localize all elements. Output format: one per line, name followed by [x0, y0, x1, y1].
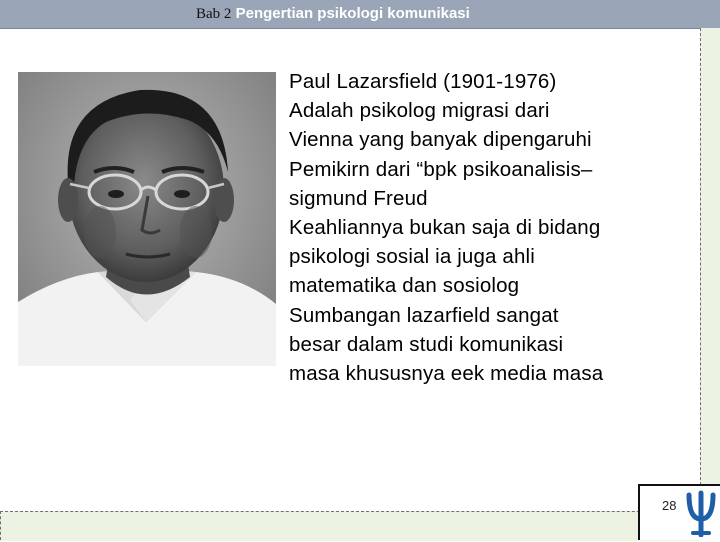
text-line: Pemikirn dari “bpk psikoanalisis– — [289, 157, 593, 181]
text-line: masa khususnya eek media masa — [289, 362, 604, 386]
chapter-title: Pengertian psikologi komunikasi — [235, 5, 470, 22]
text-line: psikologi sosial ia juga ahli — [289, 245, 535, 269]
chapter-label: Bab 2 — [196, 6, 232, 22]
text-line: Keahliannya bukan saja di bidang — [289, 216, 601, 240]
text-line: sigmund Freud — [289, 186, 428, 210]
text-line: besar dalam studi komunikasi — [289, 332, 564, 356]
text-line: matematika dan sosiolog — [289, 274, 520, 298]
text-line: Sumbangan lazarfield sangat — [289, 303, 559, 327]
text-line: Adalah psikolog migrasi dari — [289, 99, 550, 123]
slide-title — [196, 5, 470, 23]
header-bar — [0, 0, 720, 29]
portrait-photo — [18, 72, 276, 366]
text-line: Vienna yang banyak dipengaruhi — [289, 128, 592, 152]
page-number-box — [638, 484, 720, 540]
text-line: Paul Lazarsfield (1901-1976) — [289, 70, 557, 93]
page-number: 28 — [662, 498, 677, 513]
portrait-illustration — [18, 72, 276, 366]
left-edge-line — [0, 511, 4, 540]
biography-text — [289, 67, 689, 388]
bottom-decorative-strip — [0, 511, 700, 541]
psi-logo-icon — [685, 489, 717, 542]
right-decorative-strip — [700, 28, 720, 540]
